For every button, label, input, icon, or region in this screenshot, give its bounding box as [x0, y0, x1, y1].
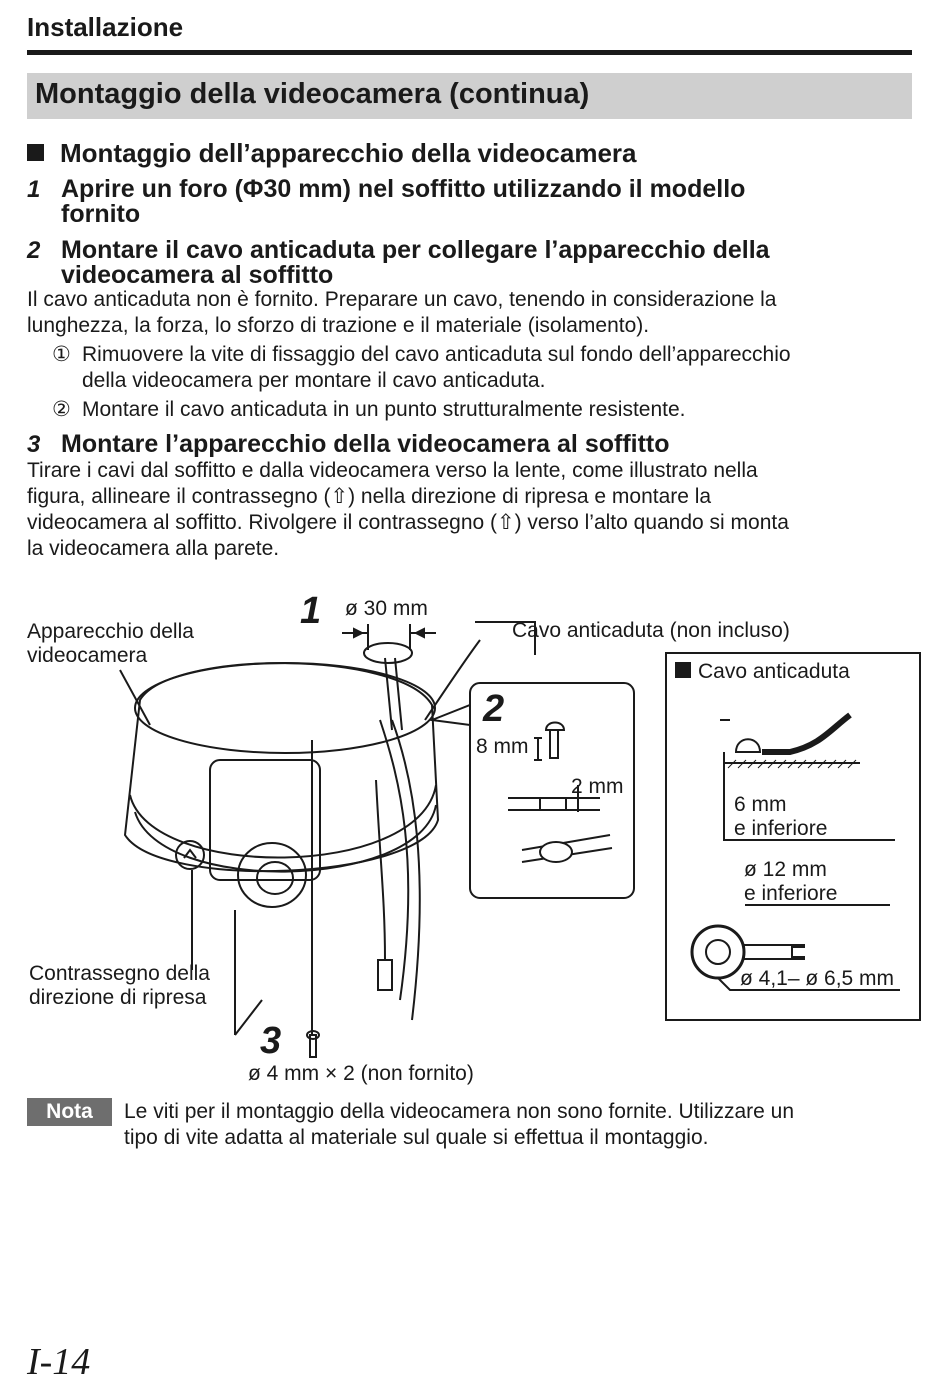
step-title-line: Aprire un foro (Φ30 mm) nel soffitto utilizzando il modello — [61, 175, 746, 203]
step-title: Montare l’apparecchio della videocamera al soffitto — [61, 430, 670, 458]
body-line: della videocamera per montare il cavo anticaduta. — [82, 369, 546, 392]
circled-number: ② — [52, 398, 71, 421]
note-line: Le viti per il montaggio della videocamera non sono fornite. Utilizzare un — [124, 1100, 795, 1123]
sub-item — [52, 342, 71, 368]
body-line: figura, allineare il contrassegno (⇧) nella direzione di ripresa e montare la — [27, 485, 712, 508]
page-title: Montaggio della videocamera (continua) — [35, 78, 590, 110]
section-label: Installazione — [27, 12, 184, 42]
step-body — [27, 287, 777, 339]
cable-box-title: Cavo anticaduta — [698, 660, 850, 683]
thickness-spec — [734, 793, 827, 841]
body-line: Tirare i cavi dal soffitto e dalla videocamera verso la lente, come illustrato nella — [27, 459, 758, 482]
ceiling-hole — [364, 643, 412, 663]
wire-diameter-spec: ø 4,1– ø 6,5 mm — [740, 967, 895, 990]
sub-item-text — [82, 342, 791, 394]
diagram-step-3: 3 — [260, 1020, 282, 1062]
leader-line — [235, 910, 262, 1035]
hole-dimension: ø 30 mm — [345, 597, 428, 620]
body-line: videocamera al soffitto. Rivolgere il contrassegno (⇧) verso l’alto quando si monta — [27, 511, 789, 534]
circled-number: ① — [52, 343, 71, 366]
body-line: la videocamera alla parete. — [27, 537, 280, 560]
cable-label: Cavo anticaduta (non incluso) — [512, 619, 790, 642]
label-line: ø 12 mm — [744, 858, 827, 881]
step-title-line: videocamera al soffitto — [61, 261, 334, 289]
sub-item — [52, 397, 71, 423]
diagram-step-1: 1 — [300, 590, 322, 632]
label-line: e inferiore — [734, 817, 828, 840]
body-line: Il cavo anticaduta non è fornito. Preparare un cavo, tenendo in considerazione la — [27, 288, 777, 311]
step-title — [61, 238, 770, 288]
subsection-heading-text: Montaggio dell’apparecchio della videocamera — [60, 138, 637, 168]
step-number: 1 — [27, 176, 41, 203]
screw-spec: ø 4 mm × 2 (non fornito) — [248, 1062, 474, 1085]
page-number: I-14 — [27, 1341, 91, 1383]
label-line: e inferiore — [744, 882, 838, 905]
direction-mark-label — [29, 962, 210, 1010]
camera-label — [27, 620, 194, 668]
label-line: videocamera — [27, 644, 148, 667]
diagram-step-2: 2 — [483, 688, 505, 730]
note-badge: Nota — [27, 1098, 112, 1126]
camera-housing — [125, 663, 438, 871]
step-body — [27, 458, 789, 562]
subsection-heading — [27, 138, 637, 169]
note-text — [124, 1099, 794, 1151]
ring-diameter-spec — [744, 858, 837, 906]
label-line: direzione di ripresa — [29, 986, 207, 1009]
square-bullet-icon — [27, 144, 44, 161]
label-line: Contrassegno della — [29, 962, 210, 985]
step-title-line: Montare il cavo anticaduta per collegare l’apparecchio della — [61, 236, 770, 264]
gap-length: 2 mm — [571, 775, 624, 798]
step-number: 3 — [27, 431, 41, 458]
body-line: Rimuovere la vite di fissaggio del cavo anticaduta sul fondo dell’apparecchio — [82, 343, 791, 366]
label-line: Apparecchio della — [27, 620, 194, 643]
header-rule — [27, 50, 912, 55]
connector-icon — [378, 960, 392, 990]
step-number: 2 — [27, 237, 41, 264]
sub-item-text: Montare il cavo anticaduta in un punto strutturalmente resistente. — [82, 398, 686, 421]
square-bullet-icon — [676, 663, 690, 677]
note-line: tipo di vite adatta al materiale sul quale si effettua il montaggio. — [124, 1126, 709, 1149]
label-line: 6 mm — [734, 793, 787, 816]
step-title-line: fornito — [61, 200, 141, 228]
body-line: lunghezza, la forza, lo sforzo di trazione e il materiale (isolamento). — [27, 314, 650, 337]
step-title — [61, 177, 745, 227]
screw-length: 8 mm — [476, 735, 529, 758]
